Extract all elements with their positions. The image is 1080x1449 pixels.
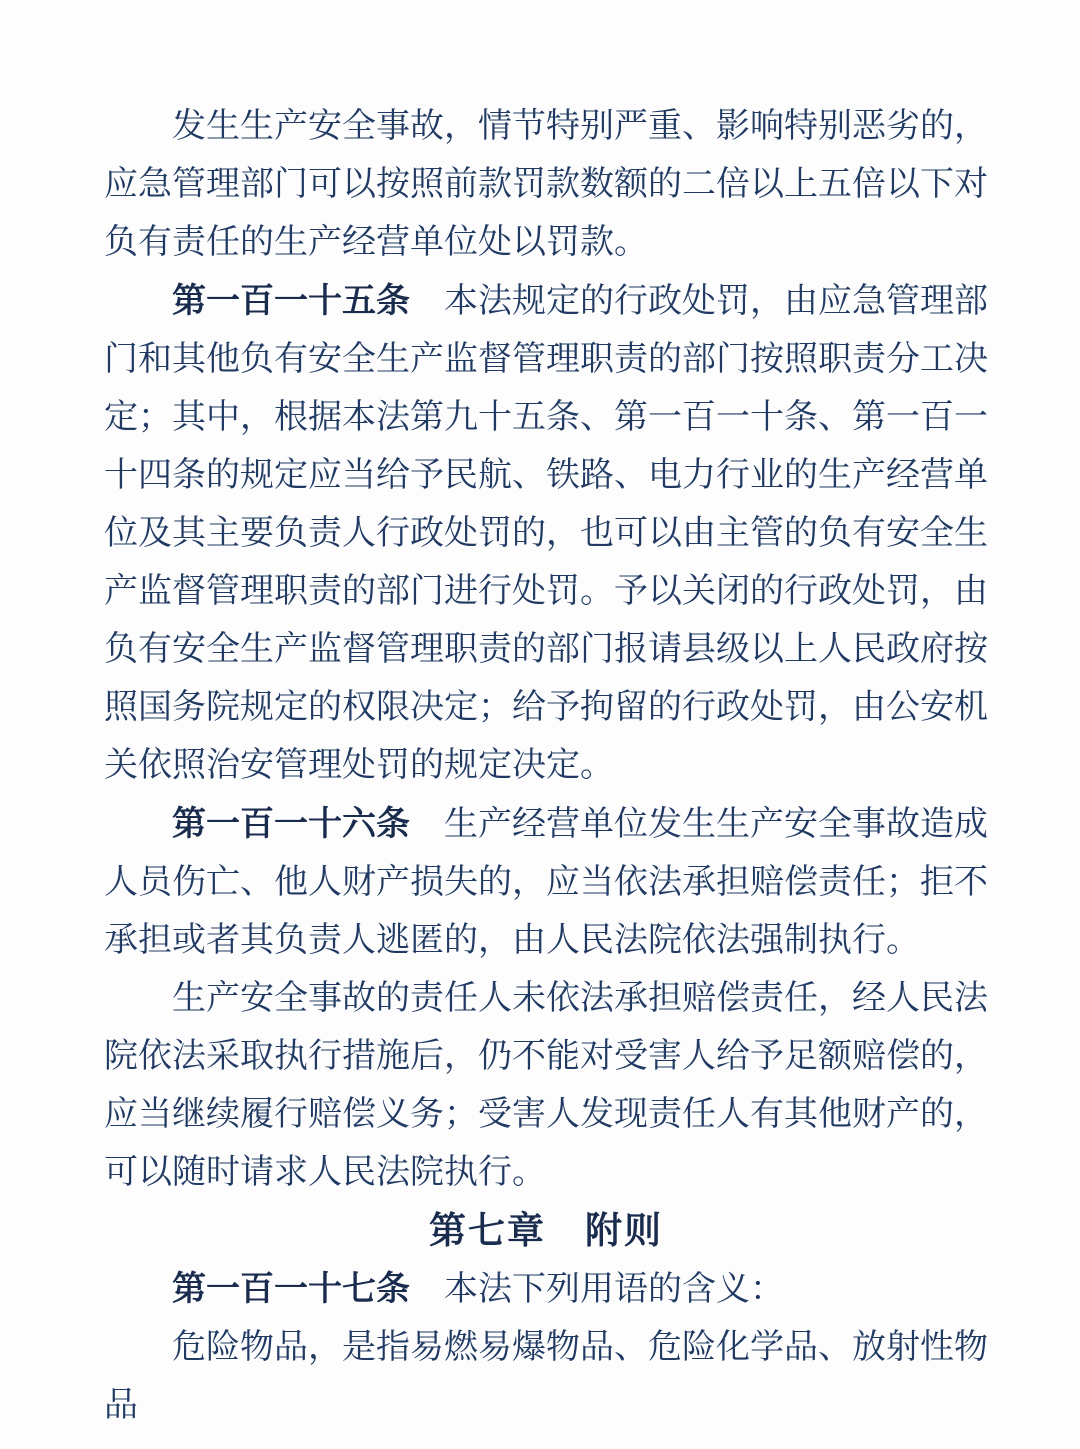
- chapter-heading: [104, 1202, 988, 1260]
- law-paragraph: [104, 98, 988, 272]
- paragraph-text: 生产安全事故的责任人未依法承担赔偿责任，经人民法院依法采取执行措施后，仍不能对受害人给予足额赔偿的，应当继续履行赔偿义务；受害人发现责任人有其他财产的，可以随时请求人民法院执行。: [104, 980, 988, 1191]
- paragraph-text: 危险物品，是指易燃易爆物品、危险化学品、放射性物品: [104, 1329, 988, 1424]
- law-paragraph: [104, 1319, 988, 1435]
- law-paragraph: [104, 1260, 988, 1319]
- paragraph-text: 本法规定的行政处罚，由应急管理部门和其他负有安全生产监督管理职责的部门按照职责分工决定；其中，根据本法第九十五条、第一百一十条、第一百一十四条的规定应当给予民航、铁路、电力行业的生产经营单位及其主要负责人行政处罚的，也可以由主管的负有安全生产监督管理职责的部门进行处罚。予以关闭的行政处罚，由负有安全生产监督管理职责的部门报请县级以上人民政府按照国务院规定的权限决定；给予拘留的行政处罚，由公安机关依照治安管理处罚的规定决定。: [104, 283, 988, 784]
- paragraph-text: 发生生产安全事故，情节特别严重、影响特别恶劣的，应急管理部门可以按照前款罚款数额的二倍以上五倍以下对负有责任的生产经营单位处以罚款。: [104, 108, 988, 261]
- paragraph-text: 本法下列用语的含义：: [410, 1271, 784, 1308]
- law-paragraph: [104, 272, 988, 795]
- article-number: 第七章 附则: [429, 1210, 663, 1251]
- article-number: 第一百一十六条: [172, 805, 410, 843]
- law-text-content: [104, 98, 988, 1435]
- paragraph-text: 生产经营单位发生生产安全事故造成人员伤亡、他人财产损失的，应当依法承担赔偿责任；拒不承担或者其负责人逃匿的，由人民法院依法强制执行。: [104, 806, 988, 959]
- law-paragraph: [104, 970, 988, 1202]
- law-paragraph: [104, 795, 988, 970]
- article-number: 第一百一十七条: [172, 1270, 410, 1308]
- article-number: 第一百一十五条: [172, 282, 410, 320]
